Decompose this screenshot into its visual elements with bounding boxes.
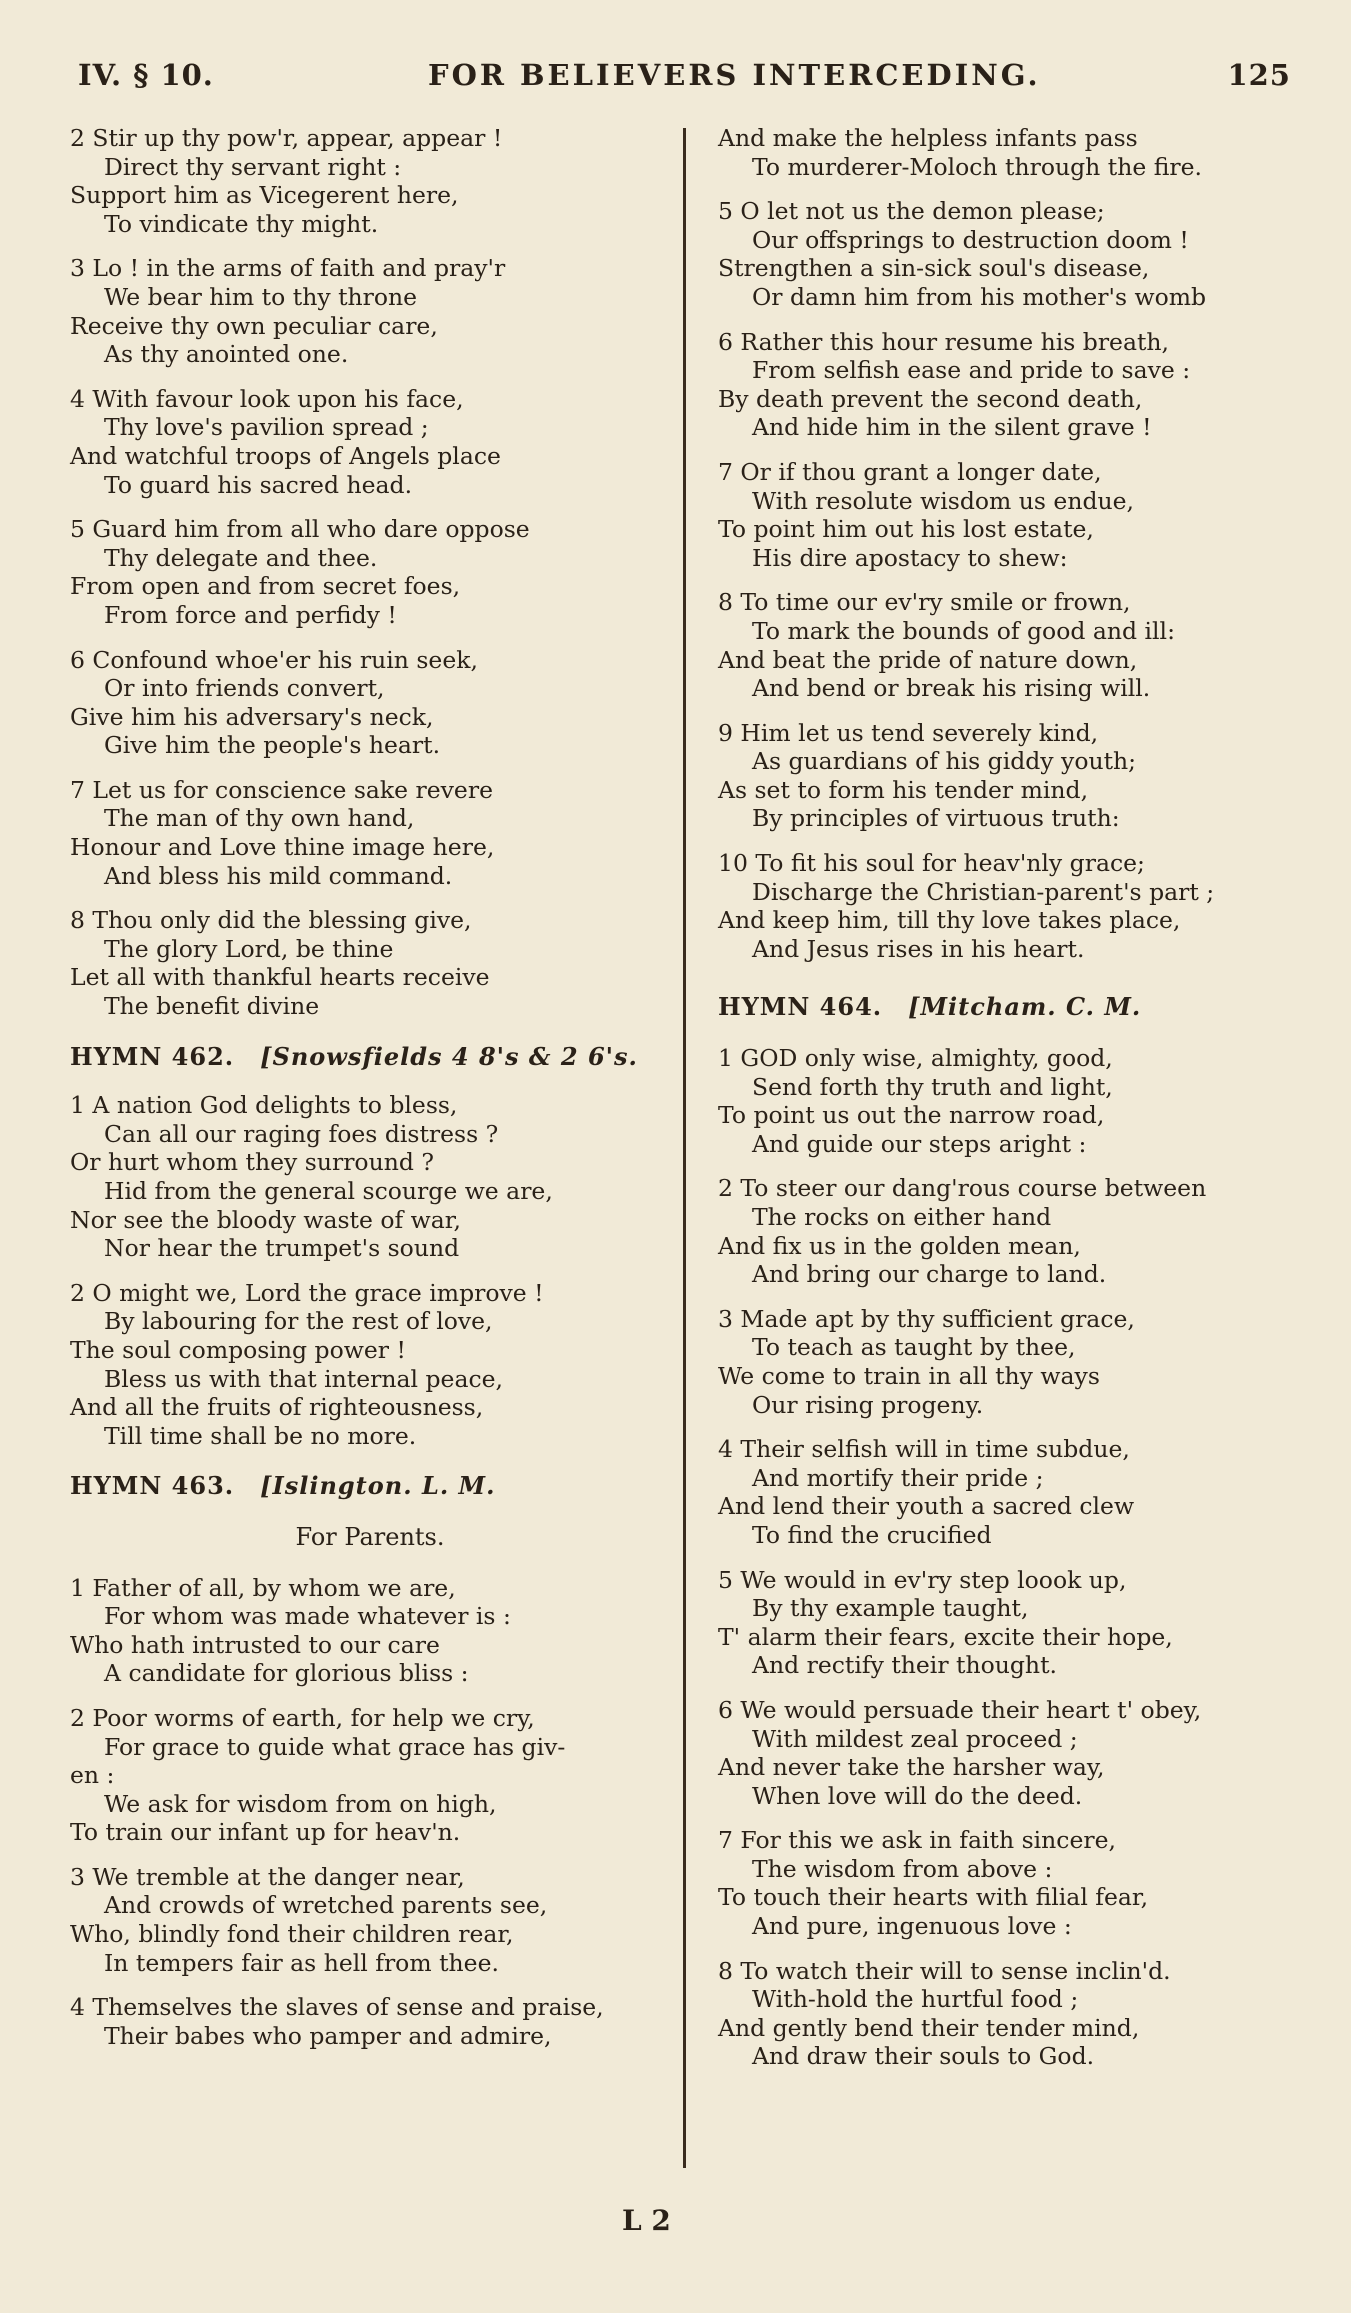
verse-line: And bring our charge to land. <box>752 1260 1107 1289</box>
verse-line: To train our infant up for heav'n. <box>70 1818 461 1847</box>
verse-line: Till time shall be no more. <box>104 1421 417 1450</box>
verse-line: The rocks on either hand <box>752 1203 1052 1231</box>
verse-line: 8 To time our ev'ry smile or frown, <box>718 588 1131 617</box>
verse-line: 4 Themselves the slaves of sense and praise, <box>70 1993 604 2022</box>
verse-line: To guard his sacred head. <box>104 470 413 499</box>
verse-line: To find the crucified <box>752 1520 992 1549</box>
verse-line: Their babes who pamper and admire, <box>104 2021 552 2050</box>
verse-line: To point him out his lost estate, <box>718 515 1094 544</box>
verse-line: 3 Lo ! in the arms of faith and pray'r <box>70 254 506 283</box>
hymn-verse <box>70 906 670 1020</box>
verse-line: The glory Lord, be thine <box>104 934 394 963</box>
hymn-tune: [Islington. L. M. <box>260 1471 496 1501</box>
verse-line: 2 O might we, Lord the grace improve ! <box>70 1278 544 1307</box>
verse-line: Or damn him from his mother's womb <box>752 282 1207 311</box>
verse-line: And all the fruits of righteousness, <box>70 1393 484 1422</box>
verse-line: The soul composing power ! <box>70 1335 406 1364</box>
verse-line: With mildest zeal proceed ; <box>752 1724 1078 1753</box>
left-column <box>70 124 670 2050</box>
verse-line: 9 Him let us tend severely kind, <box>718 718 1099 747</box>
verse-line: 1 A nation God delights to bless, <box>70 1091 458 1120</box>
verse-line: His dire apostacy to shew: <box>752 543 1068 572</box>
verse-group-b <box>70 1091 670 1450</box>
verse-line: Bless us with that internal peace, <box>104 1364 503 1393</box>
verse-line: And gently bend their tender mind, <box>718 2013 1140 2042</box>
verse-line: By thy example taught, <box>752 1594 1029 1623</box>
verse-line: Nor hear the trumpet's sound <box>104 1234 460 1263</box>
verse-line: With resolute wisdom us endue, <box>752 486 1135 515</box>
hymn-verse <box>70 254 670 368</box>
page-number: 125 <box>1227 58 1291 92</box>
verse-line: To teach as taught by thee, <box>752 1333 1076 1362</box>
running-title: FOR BELIEVERS INTERCEDING. <box>428 58 1041 92</box>
verse-line: Receive thy own peculiar care, <box>70 311 438 340</box>
verse-line: 5 Guard him from all who dare oppose <box>70 515 530 544</box>
verse-line: To vindicate thy might. <box>104 209 379 238</box>
hymn-verse <box>718 1044 1318 1158</box>
verse-line: 7 For this we ask in faith sincere, <box>718 1826 1116 1855</box>
hymn-verse <box>718 458 1318 572</box>
hymn-number: HYMN 463. <box>70 1471 235 1501</box>
hymn-verse <box>70 776 670 890</box>
hymn-subheading: For Parents. <box>295 1522 445 1551</box>
verse-line: T' alarm their fears, excite their hope, <box>718 1622 1173 1651</box>
verse-line: Discharge the Christian-parent's part ; <box>752 877 1215 906</box>
right-column <box>718 124 1318 2071</box>
verse-line: And fix us in the golden mean, <box>718 1231 1081 1260</box>
verse-line: And watchful troops of Angels place <box>70 441 501 470</box>
verse-line: To murderer-Moloch through the fire. <box>752 152 1203 181</box>
verse-line: And draw their souls to God. <box>752 2042 1095 2071</box>
verse-line: Who, blindly fond their children rear, <box>70 1920 514 1949</box>
hymn-tune: [Snowsfields 4 8's & 2 6's. <box>260 1041 638 1071</box>
hymn-verse <box>70 646 670 760</box>
verse-line: And bend or break his rising will. <box>752 674 1151 703</box>
verse-line: Nor see the bloody waste of war, <box>70 1205 461 1234</box>
verse-group-c <box>70 1574 670 2051</box>
hymn-verse <box>718 1957 1318 2071</box>
hymn-heading <box>70 1043 670 1072</box>
verse-line: And Jesus rises in his heart. <box>752 934 1085 963</box>
hymn-number: HYMN 464. <box>718 992 883 1022</box>
verse-line: For grace to guide what grace has giv- <box>104 1732 566 1761</box>
hymn-verse <box>718 1174 1318 1288</box>
verse-line: And keep him, till thy love takes place, <box>718 906 1181 935</box>
hymn-number: HYMN 462. <box>70 1041 235 1071</box>
verse-line: When love will do the deed. <box>752 1781 1083 1810</box>
hymn-verse <box>718 197 1318 311</box>
hymn-verse <box>718 1435 1318 1549</box>
verse-line: By principles of virtuous truth: <box>752 804 1120 833</box>
verse-group-b <box>718 1044 1318 2071</box>
verse-line: And pure, ingenuous love : <box>752 1912 1072 1941</box>
verse-line: 6 Confound whoe'er his ruin seek, <box>70 645 478 674</box>
verse-line: The benefit divine <box>104 992 320 1021</box>
verse-line: For whom was made whatever is : <box>104 1602 511 1631</box>
verse-line: And guide our steps aright : <box>752 1129 1087 1158</box>
verse-line: By death prevent the second death, <box>718 384 1143 413</box>
verse-line: 2 To steer our dang'rous course between <box>718 1174 1207 1203</box>
verse-line: And never take the harsher way, <box>718 1753 1105 1782</box>
verse-line: And hide him in the silent grave ! <box>752 413 1152 442</box>
verse-line: 4 With favour look upon his face, <box>70 384 464 413</box>
verse-line: Our offsprings to destruction doom ! <box>752 225 1189 254</box>
hymn-verse <box>718 1696 1318 1810</box>
hymn-verse <box>70 385 670 499</box>
verse-line: By labouring for the rest of love, <box>104 1307 493 1336</box>
verse-line: We come to train in all thy ways <box>718 1361 1100 1390</box>
hymn-verse <box>718 124 1318 181</box>
verse-line: Or into friends convert, <box>104 674 385 703</box>
verse-line: Direct thy servant right : <box>104 152 402 181</box>
verse-line: Thy love's pavilion spread ; <box>104 413 429 442</box>
verse-line: Can all our raging foes distress ? <box>104 1119 499 1148</box>
hymn-verse <box>70 1091 670 1263</box>
verse-line: To touch their hearts with filial fear, <box>718 1883 1149 1912</box>
hymn-verse <box>70 1704 670 1847</box>
hymn-verse <box>70 124 670 238</box>
hymn-verse <box>70 1863 670 1977</box>
verse-line: 1 Father of all, by whom we are, <box>70 1573 456 1602</box>
verse-line: Hid from the general scourge we are, <box>104 1177 553 1205</box>
verse-line: And crowds of wretched parents see, <box>104 1891 548 1920</box>
verse-line: We ask for wisdom from on high, <box>104 1789 497 1818</box>
hymn-verse <box>70 1993 670 2050</box>
hymn-verse <box>718 1566 1318 1680</box>
verse-line: As set to form his tender mind, <box>718 775 1089 804</box>
hymn-verse <box>718 849 1318 963</box>
verse-line: A candidate for glorious bliss : <box>104 1659 469 1688</box>
column-divider <box>683 128 686 2168</box>
verse-line: Give him the people's heart. <box>104 731 441 760</box>
verse-line: From open and from secret foes, <box>70 572 461 601</box>
hymn-verse <box>718 1826 1318 1940</box>
verse-line: 2 Stir up thy pow'r, appear, appear ! <box>70 124 503 152</box>
verse-group-a <box>718 124 1318 963</box>
verse-line: 3 We tremble at the danger near, <box>70 1862 465 1891</box>
verse-line: And beat the pride of nature down, <box>718 645 1138 674</box>
verse-line: 5 We would in ev'ry step loook up, <box>718 1565 1127 1594</box>
verse-line: 8 To watch their will to sense inclin'd. <box>718 1956 1171 1985</box>
signature-mark: L 2 <box>622 2204 671 2237</box>
verse-line: And lend their youth a sacred clew <box>718 1492 1135 1521</box>
verse-line: 10 To fit his soul for heav'nly grace; <box>718 849 1145 878</box>
hymn-verse <box>718 588 1318 702</box>
verse-line: As guardians of his giddy youth; <box>752 747 1137 776</box>
verse-line: The man of thy own hand, <box>104 804 415 833</box>
hymn-verse <box>70 1279 670 1451</box>
hymn-verse <box>718 1305 1318 1419</box>
hymn-verse <box>70 1574 670 1688</box>
hymn-heading <box>70 1472 670 1501</box>
verse-line: 4 Their selfish will in time subdue, <box>718 1435 1130 1464</box>
verse-group-a <box>70 124 670 1021</box>
verse-line: 7 Or if thou grant a longer date, <box>718 457 1102 486</box>
verse-line: And bless his mild command. <box>104 861 453 890</box>
verse-line: We bear him to thy throne <box>104 282 418 311</box>
verse-line: Send forth thy truth and light, <box>752 1072 1113 1101</box>
verse-line: And mortify their pride ; <box>752 1463 1044 1492</box>
verse-line: 8 Thou only did the blessing give, <box>70 906 472 935</box>
hymn-verse <box>718 328 1318 442</box>
verse-line: As thy anointed one. <box>104 340 349 369</box>
verse-line: en : <box>70 1761 115 1790</box>
verse-line: Let all with thankful hearts receive <box>70 963 490 992</box>
verse-line: And make the helpless infants pass <box>718 124 1138 152</box>
verse-line: To mark the bounds of good and ill: <box>752 616 1175 645</box>
verse-line: Support him as Vicegerent here, <box>70 181 459 210</box>
verse-line: And rectify their thought. <box>752 1651 1057 1680</box>
verse-line: 6 We would persuade their heart t' obey, <box>718 1695 1202 1724</box>
verse-line: 3 Made apt by thy sufficient grace, <box>718 1304 1135 1333</box>
verse-line: 6 Rather this hour resume his breath, <box>718 327 1170 356</box>
hymn-verse <box>718 719 1318 833</box>
verse-line: Thy delegate and thee. <box>104 543 378 572</box>
hymn-heading <box>718 993 1318 1022</box>
verse-line: Give him his adversary's neck, <box>70 702 434 731</box>
verse-line: 1 GOD only wise, almighty, good, <box>718 1044 1113 1073</box>
running-header <box>78 58 1291 98</box>
verse-line: Our rising progeny. <box>752 1390 984 1419</box>
verse-line: From force and perfidy ! <box>104 600 397 629</box>
verse-line: 2 Poor worms of earth, for help we cry, <box>70 1703 535 1732</box>
section-number: IV. § 10. <box>78 58 214 92</box>
verse-line: In tempers fair as hell from thee. <box>104 1948 499 1977</box>
verse-line: Strengthen a sin-sick soul's disease, <box>718 254 1150 283</box>
verse-line: From selfish ease and pride to save : <box>752 356 1191 385</box>
hymn-verse <box>70 515 670 629</box>
verse-line: To point us out the narrow road, <box>718 1101 1105 1130</box>
hymn-tune: [Mitcham. C. M. <box>908 992 1142 1022</box>
verse-line: 7 Let us for conscience sake revere <box>70 775 493 804</box>
verse-line: 5 O let not us the demon please; <box>718 197 1105 226</box>
verse-line: Honour and Love thine image here, <box>70 833 495 862</box>
verse-line: With-hold the hurtful food ; <box>752 1985 1079 2014</box>
verse-line: Or hurt whom they surround ? <box>70 1148 434 1177</box>
verse-line: Who hath intrusted to our care <box>70 1630 440 1659</box>
verse-line: The wisdom from above : <box>752 1854 1053 1883</box>
